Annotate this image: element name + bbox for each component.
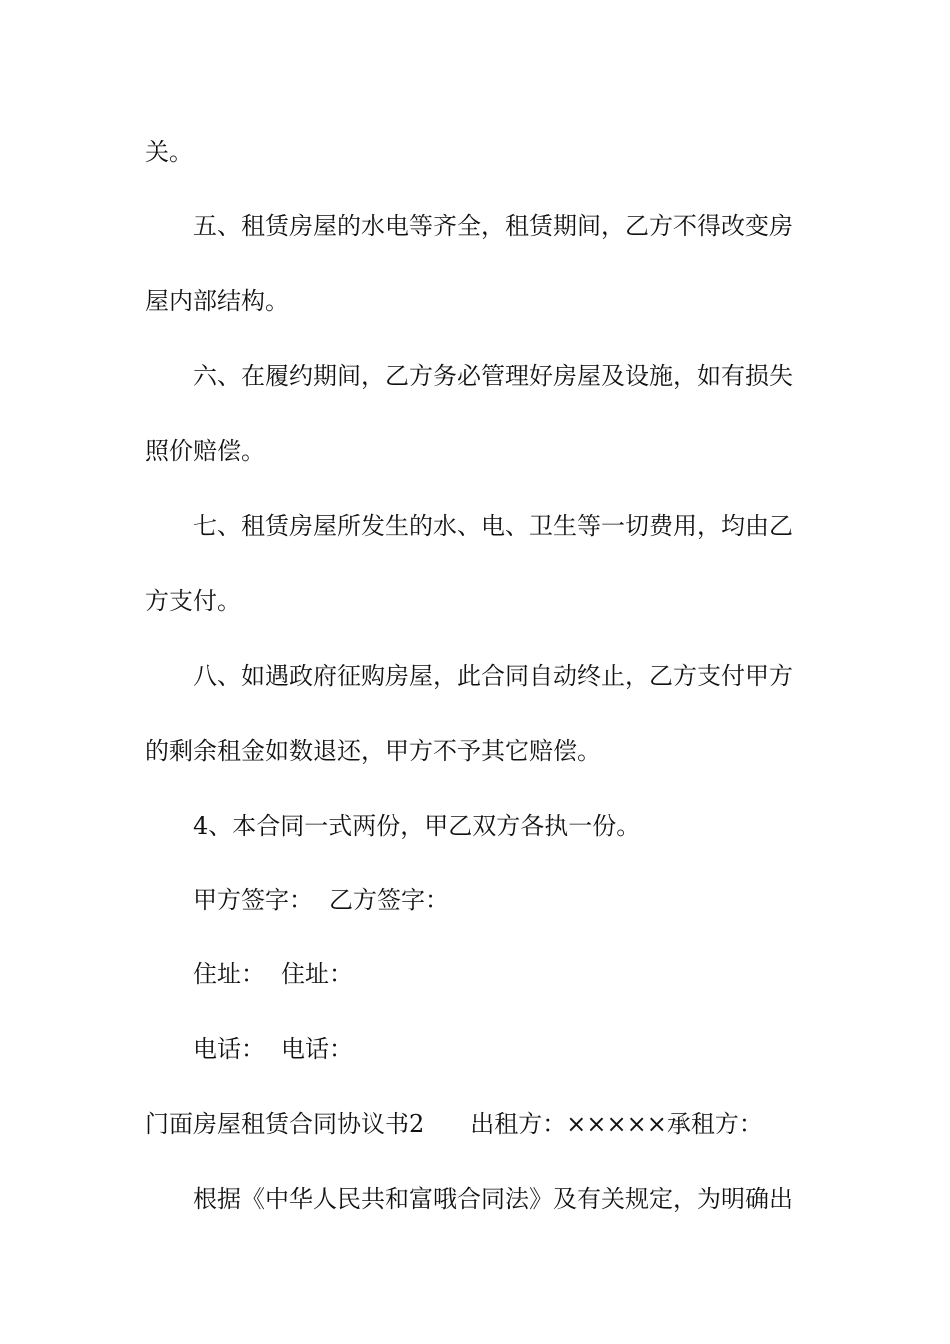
paragraph-line: 照价赔偿。 [145,437,265,465]
clause-5-line: 五、租赁房屋的水电等齐全，租赁期间，乙方不得改变房 [193,212,793,240]
paragraph-line: 关。 [145,138,193,166]
paragraph-line: 的剩余租金如数退还，甲方不予其它赔偿。 [145,737,601,765]
clause-4-line: 4、本合同一式两份，甲乙双方各执一份。 [193,812,641,840]
phone-row [193,1033,353,1065]
address-row [193,958,353,990]
clause-7-line: 七、租赁房屋所发生的水、电、卫生等一切费用，均由乙 [193,512,793,540]
party-a-address-label: 住址： [193,960,265,988]
lessor-label: 出租方：×××××承租方： [470,1110,763,1138]
clause-6-line: 六、在履约期间，乙方务必管理好房屋及设施，如有损失 [193,362,793,390]
second-contract-intro: 根据《中华人民共和富哦合同法》及有关规定，为明确出 [193,1185,793,1213]
party-a-signature-label: 甲方签字： [193,886,313,914]
party-b-phone-label: 电话： [281,1035,353,1063]
party-b-address-label: 住址： [281,960,353,988]
second-contract-title: 门面房屋租赁合同协议书2 [145,1110,425,1138]
clause-8-line: 八、如遇政府征购房屋，此合同自动终止，乙方支付甲方 [193,662,793,690]
second-contract-heading-row [145,1108,763,1140]
party-a-phone-label: 电话： [193,1035,265,1063]
party-b-signature-label: 乙方签字： [329,886,449,914]
signature-row [193,884,449,916]
paragraph-line: 方支付。 [145,587,241,615]
paragraph-line: 屋内部结构。 [145,287,289,315]
